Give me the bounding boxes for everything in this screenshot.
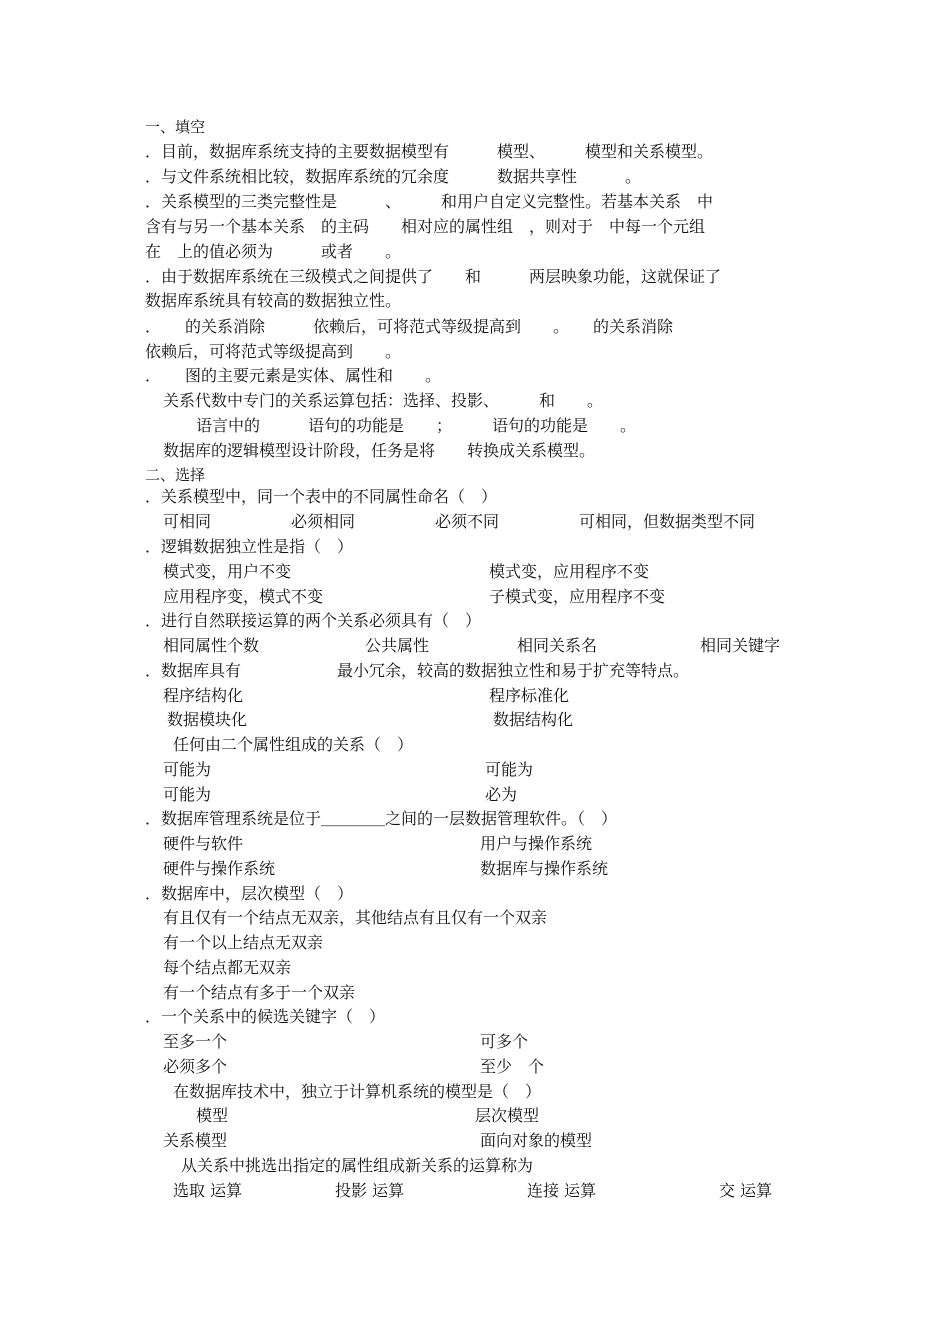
choice-q4-cont: 最小冗余，较高的数据独立性和易于扩充等特点。 [337, 661, 690, 680]
fill-q4: ．由于数据库系统在三级模式之间提供了 和 两层映象功能，这就保证了 [145, 267, 722, 286]
choice-q8-option-c: 必须多个 [163, 1057, 228, 1076]
choice-q9-option-a: 模型 [196, 1106, 229, 1125]
choice-q5-option-b: 可能为 [485, 760, 534, 779]
choice-q9-option-c: 关系模型 [163, 1131, 228, 1150]
fill-q6: ． 图的主要元素是实体、属性和 。 [145, 366, 442, 385]
choice-q10-option-b: 投影 运算 [335, 1181, 405, 1200]
fill-q3-cont: 含有与另一个基本关系 的主码 相对应的属性组 ，则对于 中每一个元组 [145, 217, 706, 236]
choice-q9: 在数据库技术中，独立于计算机系统的模型是（ ） [173, 1082, 542, 1101]
choice-q7: ．数据库中，层次模型（ ） [145, 884, 354, 903]
fill-q9: 数据库的逻辑模型设计阶段，任务是将 转换成关系模型。 [163, 441, 596, 460]
fill-q5-cont: 依赖后，可将范式等级提高到 。 [145, 342, 402, 361]
choice-q4-option-a: 程序结构化 [163, 686, 244, 705]
choice-q2-option-b: 模式变，应用程序不变 [489, 562, 650, 581]
fill-q1: ．目前，数据库系统支持的主要数据模型有 模型、 模型和关系模型。 [145, 142, 714, 161]
choice-q8: ．一个关系中的候选关键字（ ） [145, 1007, 386, 1026]
choice-q3-option-b: 公共属性 [365, 636, 430, 655]
choice-q2-option-d: 子模式变，应用程序不变 [489, 587, 666, 606]
choice-q4-option-c: 数据模块化 [167, 710, 248, 729]
fill-q3-cont2: 在 上的值必须为 或者 。 [145, 242, 402, 261]
section-heading-fill: 一、填空 [145, 118, 206, 136]
choice-q6-option-c: 硬件与操作系统 [163, 859, 276, 878]
choice-q2-option-a: 模式变，用户不变 [163, 562, 292, 581]
fill-q8: 语言中的 语句的功能是 ； 语句的功能是 。 [196, 416, 637, 435]
choice-q8-option-a: 至多一个 [163, 1032, 228, 1051]
choice-q5: 任何由二个属性组成的关系（ ） [173, 735, 414, 754]
choice-q5-option-d: 必为 [485, 785, 518, 804]
choice-q10: 从关系中挑选出指定的属性组成新关系的运算称为 [181, 1156, 534, 1175]
choice-q1-options: 可相同 必须相同 必须不同 可相同，但数据类型不同 [163, 512, 756, 531]
choice-q9-option-b: 层次模型 [475, 1106, 540, 1125]
choice-q6: ．数据库管理系统是位于＿＿＿＿之间的一层数据管理软件。（ ） [145, 809, 618, 828]
choice-q1: ．关系模型中，同一个表中的不同属性命名（ ） [145, 487, 498, 506]
fill-q7: 关系代数中专门的关系运算包括：选择、投影、 和 。 [163, 391, 604, 410]
choice-q3-option-a: 相同属性个数 [163, 636, 260, 655]
choice-q10-option-d: 交 运算 [719, 1181, 773, 1200]
fill-q3: ．关系模型的三类完整性是 、 和用户自定义完整性。若基本关系 中 [145, 192, 714, 211]
choice-q6-option-b: 用户与操作系统 [480, 834, 593, 853]
fill-q4-cont: 数据库系统具有较高的数据独立性。 [145, 291, 402, 310]
choice-q7-option-b: 有一个以上结点无双亲 [163, 933, 324, 952]
choice-q3-option-c: 相同关系名 [517, 636, 598, 655]
choice-q7-option-a: 有且仅有一个结点无双亲，其他结点有且仅有一个双亲 [163, 908, 548, 927]
choice-q2-option-c: 应用程序变，模式不变 [163, 587, 324, 606]
choice-q9-option-d: 面向对象的模型 [480, 1131, 593, 1150]
fill-q5: ． 的关系消除 依赖后，可将范式等级提高到 。 的关系消除 [145, 317, 674, 336]
choice-q8-option-b: 可多个 [480, 1032, 529, 1051]
choice-q6-option-d: 数据库与操作系统 [480, 859, 609, 878]
choice-q7-option-d: 有一个结点有多于一个双亲 [163, 983, 356, 1002]
choice-q4-option-b: 程序标准化 [489, 686, 570, 705]
choice-q3-option-d: 相同关键字 [700, 636, 781, 655]
fill-q2: ．与文件系统相比较，数据库系统的冗余度 数据共享性 。 [145, 167, 642, 186]
choice-q10-option-c: 连接 运算 [527, 1181, 597, 1200]
choice-q5-option-c: 可能为 [163, 785, 212, 804]
choice-q7-option-c: 每个结点都无双亲 [163, 958, 292, 977]
choice-q3: ．进行自然联接运算的两个关系必须具有（ ） [145, 611, 482, 630]
choice-q4-option-d: 数据结构化 [493, 710, 574, 729]
choice-q4: ．数据库具有 [145, 661, 242, 680]
choice-q5-option-a: 可能为 [163, 760, 212, 779]
choice-q10-option-a: 选取 运算 [173, 1181, 243, 1200]
choice-q6-option-a: 硬件与软件 [163, 834, 244, 853]
choice-q8-option-d: 至少 个 [480, 1057, 545, 1076]
choice-q2: ．逻辑数据独立性是指（ ） [145, 537, 354, 556]
section-heading-choice: 二、选择 [145, 466, 206, 484]
